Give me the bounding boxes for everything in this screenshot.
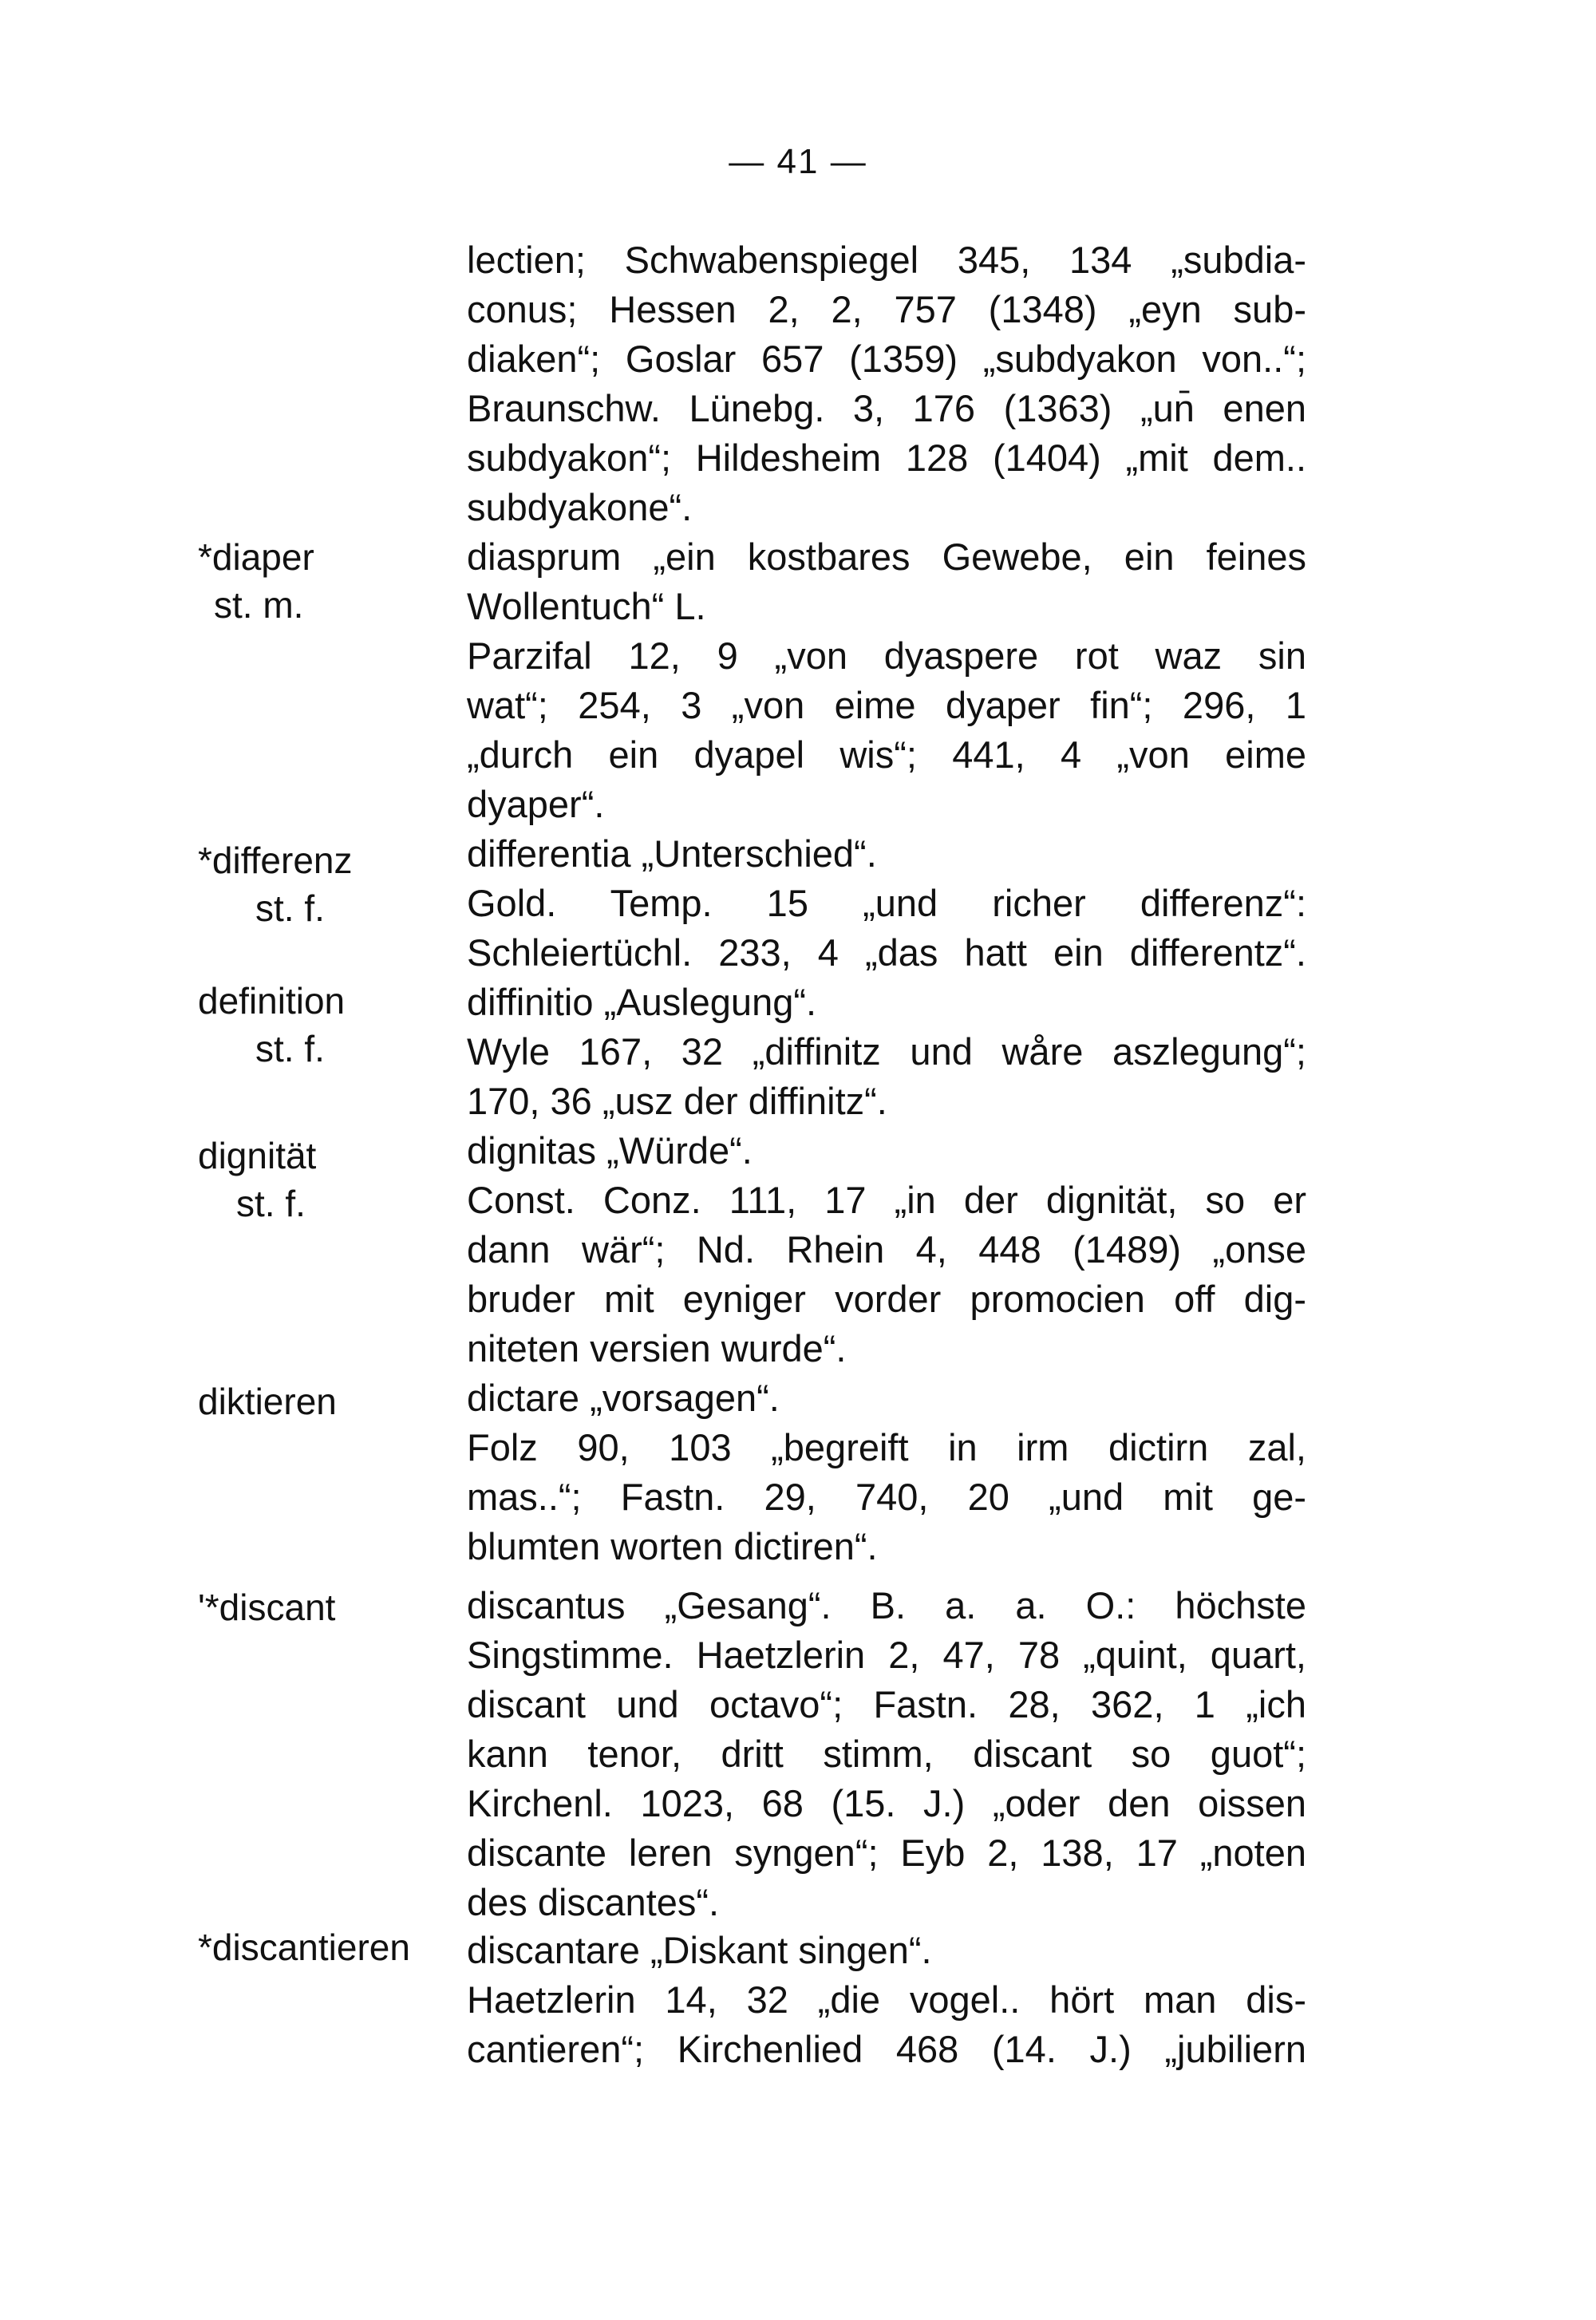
lemma-headword: '*discant: [198, 1587, 336, 1628]
lemma-discant: [198, 1583, 461, 1631]
lemma-gram: st. f.: [255, 887, 325, 929]
text-line: dyaper“.: [467, 783, 605, 825]
text-line: subdyakon“; Hildesheim 128 (1404) „mit dem..: [467, 437, 1306, 479]
text-line: Haetzlerin 14, 32 „die vogel.. hört man dis-: [467, 1978, 1306, 2021]
text-line: diasprum „ein kostbares Gewebe, ein feines: [467, 536, 1306, 578]
text-line: Singstimme. Haetzlerin 2, 47, 78 „quint, quart,: [467, 1634, 1306, 1676]
text-line: Folz 90, 103 „begreift in irm dictirn zal,: [467, 1426, 1306, 1468]
lemma-headword: dignität: [198, 1135, 317, 1176]
text-line: differentia „Unterschied“.: [467, 832, 877, 875]
text-line: Wollentuch“ L.: [467, 585, 706, 627]
lemma-headword: *diaper: [198, 536, 314, 578]
text-line: kann tenor, dritt stimm, discant so guot“;: [467, 1733, 1306, 1775]
lemma-diaper: [198, 533, 461, 629]
text-line: dictare „vorsagen“.: [467, 1377, 780, 1419]
text-line: 170, 36 „usz der diffinitz“.: [467, 1080, 887, 1122]
lemma-definition: [198, 977, 461, 1073]
text-line: cantieren“; Kirchenlied 468 (14. J.) „jubiliern: [467, 2028, 1306, 2070]
text-line: blumten worten dictiren“.: [467, 1525, 878, 1567]
text-line: Wyle 167, 32 „diffinitz und wåre aszlegung“;: [467, 1030, 1306, 1073]
text-line: discant und octavo“; Fastn. 28, 362, 1 „ich: [467, 1683, 1306, 1725]
text-line: bruder mit eyniger vorder promocien off dig-: [467, 1278, 1306, 1320]
text-line: mas..“; Fastn. 29, 740, 20 „und mit ge-: [467, 1476, 1306, 1518]
text-line: Gold. Temp. 15 „und richer differenz“:: [467, 882, 1306, 924]
text-line: Kirchenl. 1023, 68 (15. J.) „oder den oissen: [467, 1782, 1306, 1824]
page-number: — 41 —: [729, 142, 867, 181]
text-line: niteten versien wurde“.: [467, 1327, 847, 1369]
lemma-gram: st. f.: [236, 1183, 306, 1224]
text-line: Parzifal 12, 9 „von dyaspere rot waz sin: [467, 634, 1306, 677]
text-line: dann wär“; Nd. Rhein 4, 448 (1489) „onse: [467, 1228, 1306, 1271]
text-line: discantare „Diskant singen“.: [467, 1929, 932, 1971]
lemma-gram: st. f.: [255, 1028, 325, 1069]
lemma-differenz: [198, 836, 461, 932]
text-line: diffinitio „Auslegung“.: [467, 981, 817, 1023]
text-line: subdyakone“.: [467, 486, 693, 528]
text-line: des discantes“.: [467, 1881, 720, 1923]
lemma-headword: *discantieren: [198, 1927, 410, 1968]
lemma-diktieren: [198, 1377, 461, 1425]
lemma-discantieren: [198, 1923, 461, 1971]
text-line: discantus „Gesang“. B. a. a. O.: höchste: [467, 1584, 1306, 1626]
text-line: diaken“; Goslar 657 (1359) „subdyakon von..“;: [467, 338, 1306, 380]
text-line: discante leren syngen“; Eyb 2, 138, 17 „noten: [467, 1832, 1306, 1874]
lemma-headword: diktieren: [198, 1381, 337, 1422]
lemma-dignitaet: [198, 1132, 461, 1227]
text-line: conus; Hessen 2, 2, 757 (1348) „eyn sub-: [467, 288, 1306, 330]
text-line: wat“; 254, 3 „von eime dyaper fin“; 296, 1: [467, 684, 1306, 726]
lemma-headword: definition: [198, 980, 346, 1022]
text-line: „durch ein dyapel wis“; 441, 4 „von eime: [467, 733, 1306, 776]
text-line: Const. Conz. 111, 17 „in der dignität, so er: [467, 1179, 1306, 1221]
text-line: Schleiertüchl. 233, 4 „das hatt ein differentz“.: [467, 931, 1306, 974]
text-line: dignitas „Würde“.: [467, 1129, 753, 1172]
text-line: Braunschw. Lünebg. 3, 176 (1363) „un̄ enen: [467, 387, 1306, 429]
lemma-headword: *differenz: [198, 840, 353, 881]
text-line: lectien; Schwabenspiegel 345, 134 „subdia-: [467, 239, 1306, 281]
lemma-gram: st. m.: [214, 584, 304, 626]
